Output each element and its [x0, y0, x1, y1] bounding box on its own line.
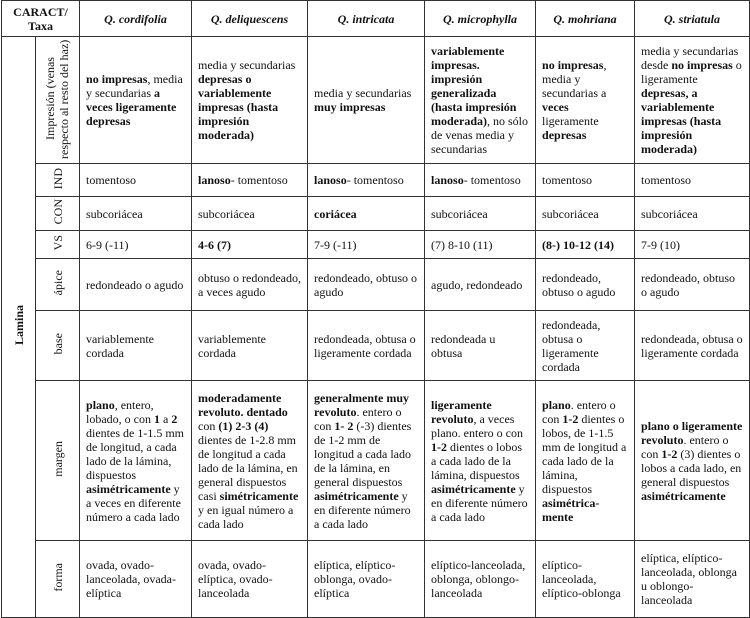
bold-text: 1: [154, 411, 161, 426]
text: subcoriácea: [86, 206, 143, 221]
text: elíptico-lanceolada, elíptico-oblonga: [542, 558, 621, 600]
table-cell: [536, 231, 635, 259]
table-row: [2, 197, 750, 231]
header-row: [2, 1, 750, 37]
bold-text: plano: [86, 397, 115, 412]
row-label: forma: [50, 563, 65, 592]
table-cell: [536, 164, 635, 197]
table-cell: [308, 541, 425, 618]
taxon-header: Q. microphylla: [425, 1, 536, 37]
text: - tomentoso: [230, 173, 288, 187]
text: dientes o lobos a cada lado de la lámina, dispuestos: [431, 439, 523, 482]
bold-text: depresas o variablemente impresas (hasta impresión moderada): [198, 72, 279, 142]
table-cell: [425, 37, 536, 164]
table-body: [2, 37, 750, 618]
table-cell: [80, 164, 192, 197]
bold-text: ligeramente revoluto: [431, 397, 492, 426]
row-label: ápice: [50, 270, 65, 296]
text: 7-9 (10): [641, 237, 681, 252]
text: redondeado, obtuso o agudo: [641, 270, 735, 299]
table-cell: [635, 311, 750, 381]
row-label-cell: [36, 259, 80, 311]
bold-text: 1-2: [661, 446, 678, 461]
row-label-cell: [36, 197, 80, 231]
text: . entero o con: [542, 397, 616, 426]
group-label-cell: [2, 37, 36, 618]
row-label: IND: [50, 167, 65, 190]
table-cell: [425, 164, 536, 197]
text: , entero, lobado, o con: [86, 397, 155, 426]
table-cell: [536, 37, 635, 164]
table-cell: [80, 197, 192, 231]
table-cell: [80, 541, 192, 618]
table-cell: [308, 381, 425, 541]
text: , no sólo de venas media y secundarias: [431, 114, 529, 156]
bold-text: 2: [171, 411, 178, 426]
bold-text: depresas, a variablemente impresas (hasta impresión moderada): [641, 86, 722, 156]
text: subcoriácea: [542, 206, 599, 221]
text: obtuso o redondeado, a veces agudo: [198, 270, 301, 299]
bold-text: asimétricamente: [641, 488, 726, 503]
text: redondeado, obtuso o agudo: [542, 270, 616, 299]
bold-text: 4-6 (7): [198, 237, 232, 252]
bold-text: lanoso: [314, 173, 347, 187]
table-cell: [308, 311, 425, 381]
bold-text: (1) 2-3 (4): [218, 418, 269, 433]
text: , a veces plano. entero o con: [431, 411, 523, 440]
row-label-cell: [36, 164, 80, 197]
text: variablemente cordada: [198, 331, 266, 360]
bold-text: variablemente impresas. impresión generalizada (hasta impresión moderada): [431, 44, 517, 128]
text: redondeada, obtusa o ligeramente cordada: [641, 331, 743, 360]
bold-text: a veces ligeramente depresas: [86, 86, 177, 128]
text: dientes o lobos, de 1-1.5 mm de longitud a cada lado de la lámina, dispuestos: [542, 411, 627, 496]
text: dientes de 1-1.5 mm de longitud, a cada lado de la lámina, dispuestos: [86, 425, 184, 482]
row-label-cell: [36, 37, 80, 164]
row-label-cell: [36, 381, 80, 541]
corner-header: CARACT/ Taxa: [2, 1, 80, 37]
text: tomentoso: [641, 173, 692, 187]
table-cell: [192, 381, 308, 541]
text: elíptica, elíptico-lanceolada, oblonga u oblongo-lanceolada: [641, 551, 737, 607]
row-label: Impresión (venas respecto al resto del haz): [42, 38, 71, 159]
table-cell: [192, 259, 308, 311]
taxon-header: Q. intricata: [308, 1, 425, 37]
row-label-cell: [36, 541, 80, 618]
taxon-header: Q. striatula: [635, 1, 750, 37]
text: redondeado, obtuso o agudo: [314, 270, 417, 299]
table-cell: [192, 231, 308, 259]
bold-text: no impresas: [86, 72, 148, 86]
text: ligeramente: [542, 114, 599, 128]
text: elíptico-lanceolada, oblonga, oblongo-lanceolada: [431, 558, 526, 600]
taxon-header: Q. mohriana: [536, 1, 635, 37]
text: (-3) dientes de 1-2 mm de longitud a cada lado de la lámina, en general dispuestos: [314, 418, 412, 489]
text: - tomentoso: [463, 173, 521, 187]
bold-text: muy impresas: [314, 100, 386, 114]
text: ovada, ovado-elíptica, ovado-lanceolada: [198, 558, 273, 600]
bold-text: asimétricamente: [314, 488, 399, 503]
bold-text: 1- 2: [334, 418, 354, 433]
characters-table: [1, 0, 750, 618]
text: y en diferente número a cada lado: [431, 481, 528, 524]
row-label: margen: [50, 441, 65, 477]
table-row: [2, 231, 750, 259]
table-cell: [192, 37, 308, 164]
table-cell: [308, 37, 425, 164]
table-cell: [80, 259, 192, 311]
bold-text: no impresas: [542, 58, 604, 72]
table-cell: [635, 197, 750, 231]
text: dientes de 1-2.8 mm de longitud a cada lado de la lámina, en general dispuestos casi: [198, 432, 298, 503]
table-cell: [536, 381, 635, 541]
table-row: [2, 259, 750, 311]
bold-text: coriácea: [314, 206, 357, 221]
text: tomentoso: [542, 173, 593, 187]
table-cell: [425, 197, 536, 231]
text: tomentoso: [86, 173, 137, 187]
bold-text: no impresas: [671, 58, 733, 72]
table-cell: [635, 231, 750, 259]
text: subcoriácea: [641, 206, 698, 221]
table-row: [2, 381, 750, 541]
table-cell: [192, 541, 308, 618]
bold-text: asimétricamente: [431, 481, 516, 496]
group-label: Lamina: [11, 305, 26, 346]
text: y en igual número a cada lado: [198, 502, 294, 531]
table-cell: [192, 164, 308, 197]
table-cell: [308, 164, 425, 197]
text: , media y secundarias: [86, 72, 183, 100]
text: media y secundarias: [314, 86, 412, 100]
text: . entero o con: [641, 432, 729, 461]
row-label: base: [50, 333, 65, 355]
bold-text: lanoso: [431, 173, 464, 187]
text: subcoriácea: [431, 206, 488, 221]
bold-text: 1-2: [562, 411, 579, 426]
text: elíptica, elíptico-oblonga, ovado-elíptica: [314, 558, 396, 600]
table-cell: [308, 259, 425, 311]
text: media y secundarias: [198, 58, 296, 72]
table-row: [2, 541, 750, 618]
bold-text: asimétrica-mente: [542, 495, 600, 524]
bold-text: (8-) 10-12 (14): [542, 237, 614, 252]
text: con: [198, 418, 219, 433]
table-cell: [425, 541, 536, 618]
text: agudo, redondeado: [431, 277, 523, 292]
bold-text: simétricamente: [219, 488, 299, 503]
bold-text: moderadamente revoluto. dentado: [198, 390, 288, 419]
row-label: CON: [50, 199, 65, 225]
text: ovada, ovado-lanceolada, ovada-elíptica: [86, 558, 176, 600]
bold-text: plano o ligeramente revoluto: [641, 418, 743, 447]
text: (3) dientes o lobos a cada lado, en general dispuestos: [641, 446, 742, 489]
table-cell: [425, 259, 536, 311]
table-cell: [536, 541, 635, 618]
text: subcoriácea: [198, 206, 255, 221]
text: y en diferente número a cada lado: [314, 488, 411, 531]
table-cell: [80, 381, 192, 541]
table-cell: [425, 311, 536, 381]
bold-text: lanoso: [198, 173, 231, 187]
bold-text: depresas: [542, 128, 587, 142]
row-label: VS: [50, 235, 65, 251]
text: redondeada u obtusa: [431, 331, 496, 360]
table-cell: [80, 311, 192, 381]
table-cell: [635, 37, 750, 164]
text: , media y secundarias a: [542, 58, 607, 100]
bold-text: plano: [542, 397, 571, 412]
table-cell: [80, 231, 192, 259]
text: (7) 8-10 (11): [431, 237, 493, 252]
text: redondeada, obtusa o ligeramente cordada: [314, 331, 416, 360]
bold-text: asimétricamente: [86, 481, 171, 496]
table-cell: [425, 231, 536, 259]
bold-text: generalmente muy revoluto: [314, 390, 409, 419]
table-cell: [536, 259, 635, 311]
table-cell: [425, 381, 536, 541]
text: 7-9 (-11): [314, 237, 357, 252]
taxon-header: Q. deliquescens: [192, 1, 308, 37]
text: media y secundarias desde: [641, 44, 739, 72]
row-label-cell: [36, 231, 80, 259]
table-row: [2, 164, 750, 197]
text: - tomentoso: [346, 173, 404, 187]
table-cell: [192, 311, 308, 381]
taxon-header: Q. cordifolia: [80, 1, 192, 37]
text: o ligeramente: [641, 58, 742, 86]
text: redondeada, obtusa o ligeramente cordada: [542, 317, 601, 374]
table-cell: [635, 541, 750, 618]
table-cell: [192, 197, 308, 231]
text: variablemente cordada: [86, 331, 154, 360]
table-cell: [635, 164, 750, 197]
text: redondeado o agudo: [86, 277, 184, 292]
text: . entero o con: [314, 404, 402, 433]
table-row: [2, 311, 750, 381]
table-cell: [308, 231, 425, 259]
table-cell: [635, 259, 750, 311]
table-cell: [635, 381, 750, 541]
table-cell: [308, 197, 425, 231]
text: a: [160, 411, 172, 426]
table-row: [2, 37, 750, 164]
table-cell: [536, 197, 635, 231]
table-cell: [80, 37, 192, 164]
text: y a veces en diferente número a cada lado: [86, 481, 181, 524]
bold-text: veces: [542, 100, 569, 114]
table-cell: [536, 311, 635, 381]
bold-text: 1-2: [431, 439, 448, 454]
text: 6-9 (-11): [86, 237, 129, 252]
row-label-cell: [36, 311, 80, 381]
